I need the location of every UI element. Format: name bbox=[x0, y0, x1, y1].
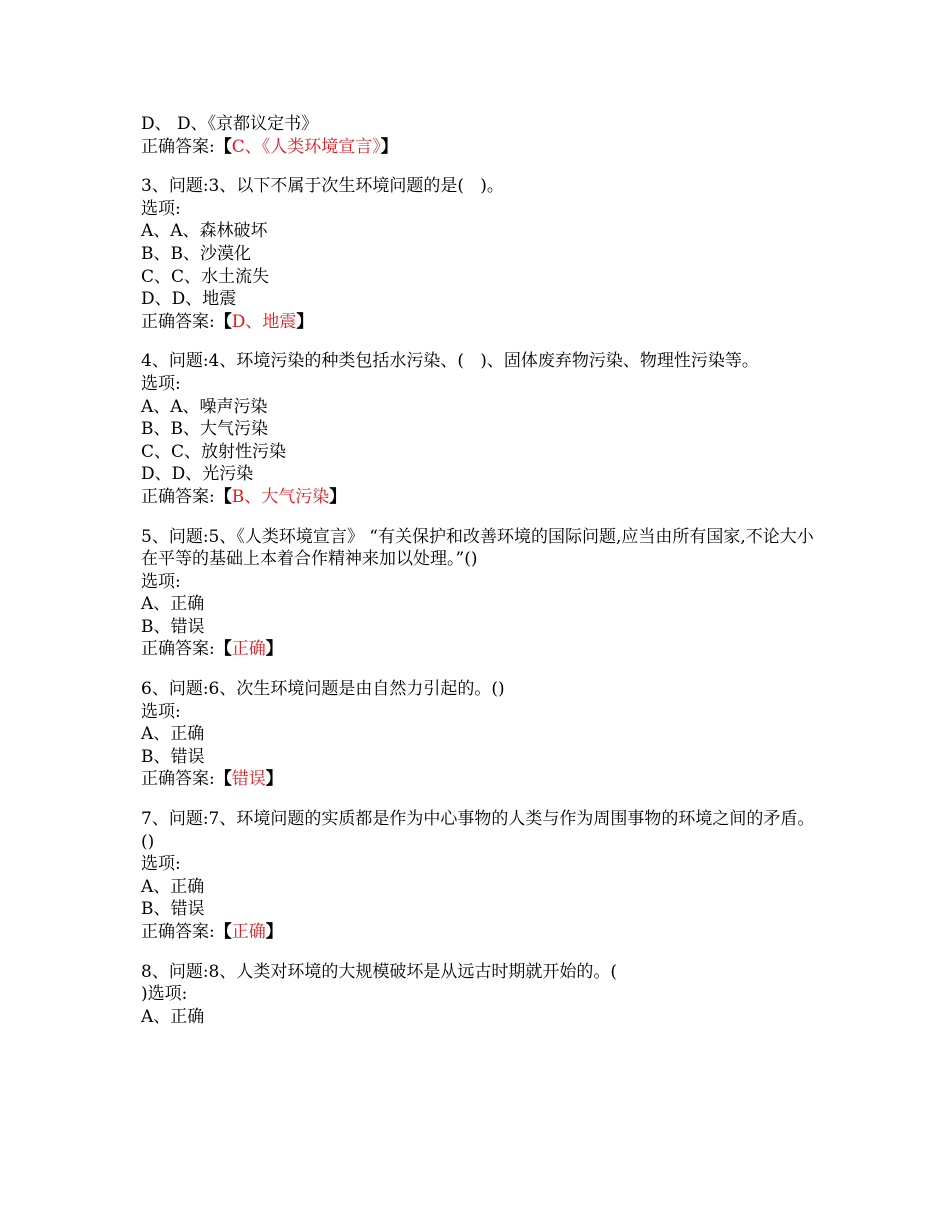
question-stem-continuation: )选项: bbox=[141, 984, 188, 1005]
option-c: C、C、放射性污染 bbox=[141, 441, 287, 462]
option-d: D、 D、《京都议定书》 bbox=[141, 114, 319, 134]
question-8 bbox=[141, 961, 821, 1029]
bracket-open: 【 bbox=[214, 769, 232, 790]
question-2-fragment bbox=[141, 113, 821, 158]
question-7 bbox=[141, 808, 821, 944]
option-a: A、A、森林破坏 bbox=[141, 221, 268, 242]
options-label: 选项: bbox=[141, 198, 181, 219]
document-page bbox=[141, 113, 821, 1045]
answer-value: 正确 bbox=[231, 922, 266, 942]
option-a: A、正确 bbox=[141, 876, 205, 897]
option-c: C、C、水土流失 bbox=[141, 266, 270, 287]
question-3 bbox=[141, 175, 821, 333]
option-b: B、错误 bbox=[141, 616, 205, 637]
bracket-open: 【 bbox=[214, 639, 232, 660]
option-b: B、错误 bbox=[141, 899, 205, 920]
answer-label: 正确答案: bbox=[141, 136, 215, 157]
bracket-close: 】 bbox=[380, 136, 398, 157]
answer-label: 正确答案: bbox=[141, 311, 215, 332]
options-label: 选项: bbox=[141, 571, 181, 592]
answer-line bbox=[141, 311, 821, 334]
question-5 bbox=[141, 526, 821, 662]
answer-value: C、《人类环境宣言》 bbox=[231, 136, 381, 157]
question-4 bbox=[141, 350, 821, 508]
option-a: A、A、噪声污染 bbox=[141, 396, 268, 417]
option-a: A、正确 bbox=[141, 594, 205, 615]
option-d: D、D、光污染 bbox=[141, 464, 254, 485]
bracket-open: 【 bbox=[214, 922, 232, 942]
option-b: B、B、大气污染 bbox=[141, 419, 268, 440]
bracket-open: 【 bbox=[214, 136, 232, 157]
answer-label: 正确答案: bbox=[141, 486, 215, 507]
answer-value: D、地震 bbox=[231, 311, 297, 332]
bracket-close: 】 bbox=[265, 922, 283, 942]
question-stem: 6、问题:6、次生环境问题是由自然力引起的。() bbox=[141, 679, 505, 700]
option-d: D、D、地震 bbox=[141, 289, 237, 310]
answer-value: 错误 bbox=[231, 769, 266, 790]
bracket-close: 】 bbox=[265, 769, 283, 790]
option-b: B、错误 bbox=[141, 746, 205, 767]
answer-label: 正确答案: bbox=[141, 639, 215, 660]
bracket-close: 】 bbox=[265, 639, 283, 660]
answer-value: B、大气污染 bbox=[231, 486, 330, 507]
question-stem: 4、问题:4、环境污染的种类包括水污染、( )、固体废弃物污染、物理性污染等。 bbox=[141, 351, 759, 372]
option-a: A、正确 bbox=[141, 1006, 205, 1027]
option-b: B、B、沙漠化 bbox=[141, 243, 251, 264]
answer-line bbox=[141, 921, 821, 944]
answer-line bbox=[141, 638, 821, 661]
question-stem: 5、问题:5、《人类环境宣言》 “有关保护和改善环境的国际问题,应当由所有国家,不论大小在平等的基础上本着合作精神来加以处理。”() bbox=[141, 526, 814, 570]
question-stem: 8、问题:8、人类对环境的大规模破坏是从远古时期就开始的。( bbox=[141, 961, 617, 982]
options-label: 选项: bbox=[141, 854, 181, 875]
bracket-close: 】 bbox=[296, 311, 314, 332]
answer-line bbox=[141, 768, 821, 791]
bracket-close: 】 bbox=[329, 486, 347, 507]
question-6 bbox=[141, 678, 821, 791]
options-label: 选项: bbox=[141, 373, 181, 394]
bracket-open: 【 bbox=[214, 311, 232, 332]
question-stem: 7、问题:7、环境问题的实质都是作为中心事物的人类与作为周围事物的环境之间的矛盾。() bbox=[141, 809, 815, 852]
question-stem: 3、问题:3、以下不属于次生环境问题的是( )。 bbox=[141, 176, 504, 197]
answer-label: 正确答案: bbox=[141, 769, 215, 790]
answer-label: 正确答案: bbox=[141, 922, 215, 942]
option-a: A、正确 bbox=[141, 724, 205, 745]
options-label: 选项: bbox=[141, 701, 181, 722]
answer-value: 正确 bbox=[231, 639, 266, 660]
answer-line bbox=[141, 136, 821, 159]
bracket-open: 【 bbox=[214, 486, 232, 507]
answer-line bbox=[141, 486, 821, 509]
